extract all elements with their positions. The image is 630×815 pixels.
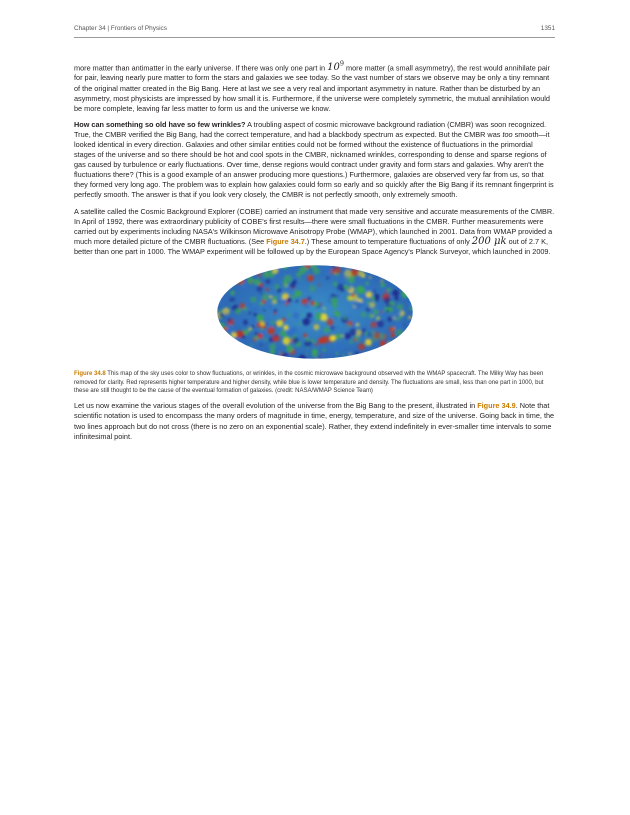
figure-34-7-link[interactable]: Figure 34.7 (266, 236, 305, 246)
paragraph-wrinkles: How can something so old have so few wrinkles? A troubling aspect of cosmic microwave background radiation (CMBR) was soon recognized. True, the CMBR verified the Big Bang, had the correct temperature, and had a blackbody spectrum as expected. But the CMBR was too smooth—it looked identical in every direction. Galaxies and other similar entities could not be formed without the existence of fluctuations in the primordial stages of the universe and so there should be hot and cool spots in the CMBR, nicknamed wrinkles, corresponding to dense and sparse regions of gas caused by turbulence or early fluctuations. Over time, dense regions would contract under gravity and form stars and galaxies. Why aren't the fluctuations there? (This is a good example of an answer producing more questions.) Furthermore, galaxies are observed very far from us, so that they formed very long ago. The problem was to explain how galaxies could form so early and so quickly after the Big Bang if its remnant fingerprint is perfectly smooth. The answer is that if you look very closely, the CMBR is not perfectly smooth, only extremely smooth. (74, 119, 554, 200)
paragraph-cobe: A satellite called the Cosmic Background Explorer (COBE) carried an instrument that made very sensitive and accurate measurements of the CMBR. In April of 1992, there was extraordinary publicity of COBE's first results—there were small fluctuations in the CMBR. Further measurements were carried out by experiments including NASA's Wilkinson Microwave Anisotropy Probe (WMAP), which launched in 2001. Data from WMAP provided a much more detailed picture of the CMBR fluctuations. (See Figure 34.7.) These amount to temperature fluctuations of only 200 μk out of 2.7 K, better than one part in 1000. The WMAP experiment will be followed up by the European Space Agency's Planck Surveyor, which launched in 2009. (74, 206, 555, 256)
paragraph-evolution: Let us now examine the various stages of the overall evolution of the universe from the Big Bang to the present, illustrated in Figure 34.9. Note that scientific notation is used to encompass the many orders of magnitude in time, energy, temperature, and size of the universe. Going back in time, the two lines approach but do not cross (there is no zero on an exponential scale). Rather, they extend indefinitely in ever-smaller time intervals to some infinitesimal point. (74, 401, 555, 441)
figure-34-9-link[interactable]: Figure 34.9 (477, 401, 516, 411)
math-ten-to-nine: $10^9$ (327, 60, 344, 74)
figure-caption: Figure 34.8 This map of the sky uses color to show fluctuations, or wrinkles, in the cosmic microwave background observed with the WMAP spacecraft. The Milky Way has been removed for clarity. Red represents higher temperature and higher density, while blue is lower temperature and density. The fluctuations are small, less than one part in 1000, but these are still thought to be the cause of the eventual formation of galaxies. (credit: NASA/WMAP Science Team) (74, 371, 544, 394)
math-200-microkelvin: 200 μk (471, 235, 507, 247)
paragraph-lead: How can something so old have so few wrinkles? (74, 119, 246, 129)
paragraph-asymmetry: more matter than antimatter in the early universe. If there was only one part in $10^9$ more matter (a small asymmetry), the rest would annihilate pair for pair, leaving nearly pure matter to form the stars and galaxies we see today. So the vast number of stars we observe may be only a tiny remnant of the original matter created in the Big Bang. Here at last we see a very real and important asymmetry in nature. Rather than be disturbed by an asymmetry, most physicists are impressed by how small it is. Furthermore, if the universe were completely symmetric, the mutual annihilation would be more complete, leaving far less matter to form us and the universe we know. (74, 60, 550, 113)
page-content (74, 59, 555, 448)
figure-34-8 (74, 263, 555, 364)
page-number: 1351 (540, 25, 555, 32)
page-header (74, 23, 555, 38)
chapter-title: Chapter 34 | Frontiers of Physics (74, 25, 167, 32)
cmb-sky-map-image (215, 263, 415, 361)
figure-label: Figure 34.8 (74, 371, 106, 378)
